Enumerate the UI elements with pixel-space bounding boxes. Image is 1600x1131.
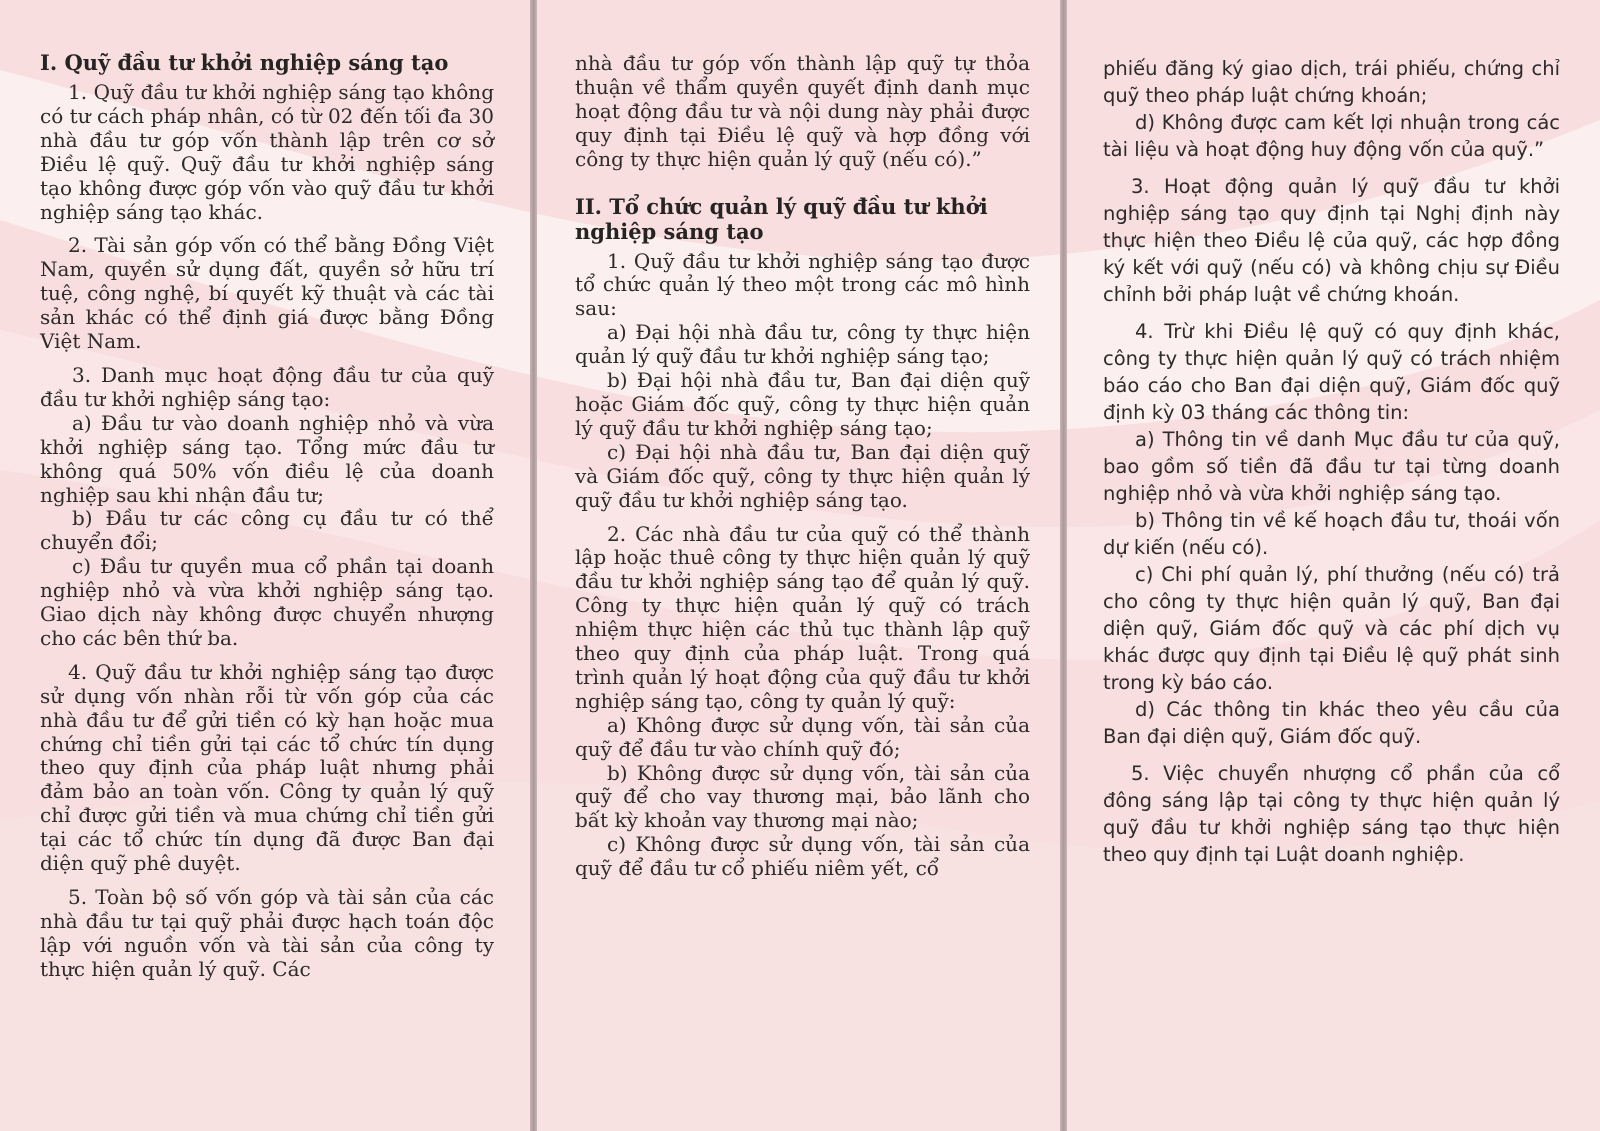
sub-item: b) Đại hội nhà đầu tư, Ban đại diện quỹ hoặc Giám đốc quỹ, công ty thực hiện quản lý quỹ đầu tư khởi nghiệp sáng tạo; [575,368,1030,440]
sub-item: a) Đầu tư vào doanh nghiệp nhỏ và vừa khởi nghiệp sáng tạo. Tổng mức đầu tư không quá 50% vốn điều lệ của doanh nghiệp sau khi nhận đầu tư; [40,410,494,507]
paragraph: 3. Danh mục hoạt động đầu tư của quỹ đầu tư khởi nghiệp sáng tạo: [40,362,494,411]
section-heading-1: I. Quỹ đầu tư khởi nghiệp sáng tạo [40,50,449,75]
sub-item: a) Đại hội nhà đầu tư, công ty thực hiện quản lý quỹ đầu tư khởi nghiệp sáng tạo; [575,320,1030,369]
paragraph: 5. Việc chuyển nhượng cổ phần của cổ đông sáng lập tại công ty thực hiện quản lý quỹ đầu tư khởi nghiệp sáng tạo thực hiện theo quy định tại Luật doanh nghiệp. [1103,762,1560,866]
paragraph: 2. Tài sản góp vốn có thể bằng Đồng Việt Nam, quyền sử dụng đất, quyền sở hữu trí tuệ, công nghệ, bí quyết kỹ thuật và các tài sản khác có thể định giá được bằng Đồng Việt Nam. [40,233,494,354]
paragraph: 1. Quỹ đầu tư khởi nghiệp sáng tạo được tổ chức quản lý theo một trong các mô hình sau: [575,248,1030,321]
sub-item: c) Đại hội nhà đầu tư, Ban đại diện quỹ và Giám đốc quỹ, công ty thực hiện quản lý quỹ đầu tư khởi nghiệp sáng tạo. [575,439,1030,512]
sub-item: c) Chi phí quản lý, phí thưởng (nếu có) trả cho công ty thực hiện quản lý quỹ, Ban đại diện quỹ, Giám đốc quỹ và các phí dịch vụ khác được quy định tại Điều lệ quỹ phát sinh trong kỳ báo cáo. [1103,563,1560,694]
paragraph: 3. Hoạt động quản lý quỹ đầu tư khởi nghiệp sáng tạo quy định tại Nghị định này thực hiện theo Điều lệ của quỹ, các hợp đồng ký kết với quỹ (nếu có) và không chịu sự Điều chỉnh bởi pháp luật về chứng khoán. [1103,175,1560,306]
column-3 [1067,0,1600,1131]
column-divider [530,0,537,1131]
sub-item: b) Thông tin về kế hoạch đầu tư, thoái vốn dự kiến (nếu có). [1103,509,1560,559]
paragraph-continuation: nhà đầu tư góp vốn thành lập quỹ tự thỏa thuận về thẩm quyền quyết định danh mục hoạt động đầu tư và nội dung này phải được quy định tại Điều lệ quỹ và hợp đồng với công ty thực hiện quản lý quỹ (nếu có).” [575,51,1030,171]
sub-item: a) Thông tin về danh Mục đầu tư của quỹ, bao gồm số tiền đã đầu tư tại từng doanh nghiệp nhỏ và vừa khởi nghiệp sáng tạo. [1103,428,1560,505]
column-1 [0,0,530,1131]
column-divider [1060,0,1067,1131]
sub-item: d) Không được cam kết lợi nhuận trong các tài liệu và hoạt động huy động vốn của quỹ.” [1103,111,1560,161]
sub-item: c) Không được sử dụng vốn, tài sản của quỹ để đầu tư cổ phiếu niêm yết, cổ [575,832,1030,881]
paragraph: 5. Toàn bộ số vốn góp và tài sản của các nhà đầu tư tại quỹ phải được hạch toán độc lập với nguồn vốn và tài sản của công ty thực hiện quản lý quỹ. Các [40,885,494,981]
sub-item: d) Các thông tin khác theo yêu cầu của Ban đại diện quỹ, Giám đốc quỹ. [1103,698,1560,748]
paragraph: 4. Trừ khi Điều lệ quỹ có quy định khác, công ty thực hiện quản lý quỹ có trách nhiệm báo cáo cho Ban đại diện quỹ, Giám đốc quỹ định kỳ 03 tháng các thông tin: [1103,320,1560,424]
sub-item: b) Không được sử dụng vốn, tài sản của quỹ để cho vay thương mại, bảo lãnh cho bất kỳ khoản vay thương mại nào; [575,760,1030,833]
paragraph-continuation: phiếu đăng ký giao dịch, trái phiếu, chứng chỉ quỹ theo pháp luật chứng khoán; [1103,57,1560,107]
paragraph: 2. Các nhà đầu tư của quỹ có thể thành lập hoặc thuê công ty thực hiện quản lý quỹ đầu tư khởi nghiệp sáng tạo để quản lý quỹ. Công ty thực hiện quản lý quỹ có trách nhiệm thực hiện các thủ tục thành lập quỹ theo quy định của pháp luật. Trong quá trình quản lý hoạt động của quỹ đầu tư khởi nghiệp sáng tạo, công ty quản lý quỹ: [575,521,1030,713]
section-heading-2: II. Tổ chức quản lý quỹ đầu tư khởi nghiệp sáng tạo [575,193,988,244]
column-2 [537,0,1060,1131]
paragraph: 4. Quỹ đầu tư khởi nghiệp sáng tạo được sử dụng vốn nhàn rỗi từ vốn góp của các nhà đầu tư để gửi tiền có kỳ hạn hoặc mua chứng chỉ tiền gửi tại các tổ chức tín dụng theo quy định của pháp luật nhưng phải đảm bảo an toàn vốn. Công ty quản lý quỹ chỉ được gửi tiền và mua chứng chỉ tiền gửi tại các tổ chức tín dụng đã được Ban đại diện quỹ phê duyệt. [40,659,494,876]
sub-item: a) Không được sử dụng vốn, tài sản của quỹ để đầu tư vào chính quỹ đó; [575,712,1030,761]
sub-item: c) Đầu tư quyền mua cổ phần tại doanh nghiệp nhỏ và vừa khởi nghiệp sáng tạo. Giao dịch này không được chuyển nhượng cho các bên thứ ba. [40,554,494,650]
sub-item: b) Đầu tư các công cụ đầu tư có thể chuyển đổi; [40,506,494,555]
paragraph: 1. Quỹ đầu tư khởi nghiệp sáng tạo không có tư cách pháp nhân, có từ 02 đến tối đa 30 nhà đầu tư góp vốn thành lập trên cơ sở Điều lệ quỹ. Quỹ đầu tư khởi nghiệp sáng tạo không được góp vốn vào quỹ đầu tư khởi nghiệp sáng tạo khác. [40,80,494,224]
